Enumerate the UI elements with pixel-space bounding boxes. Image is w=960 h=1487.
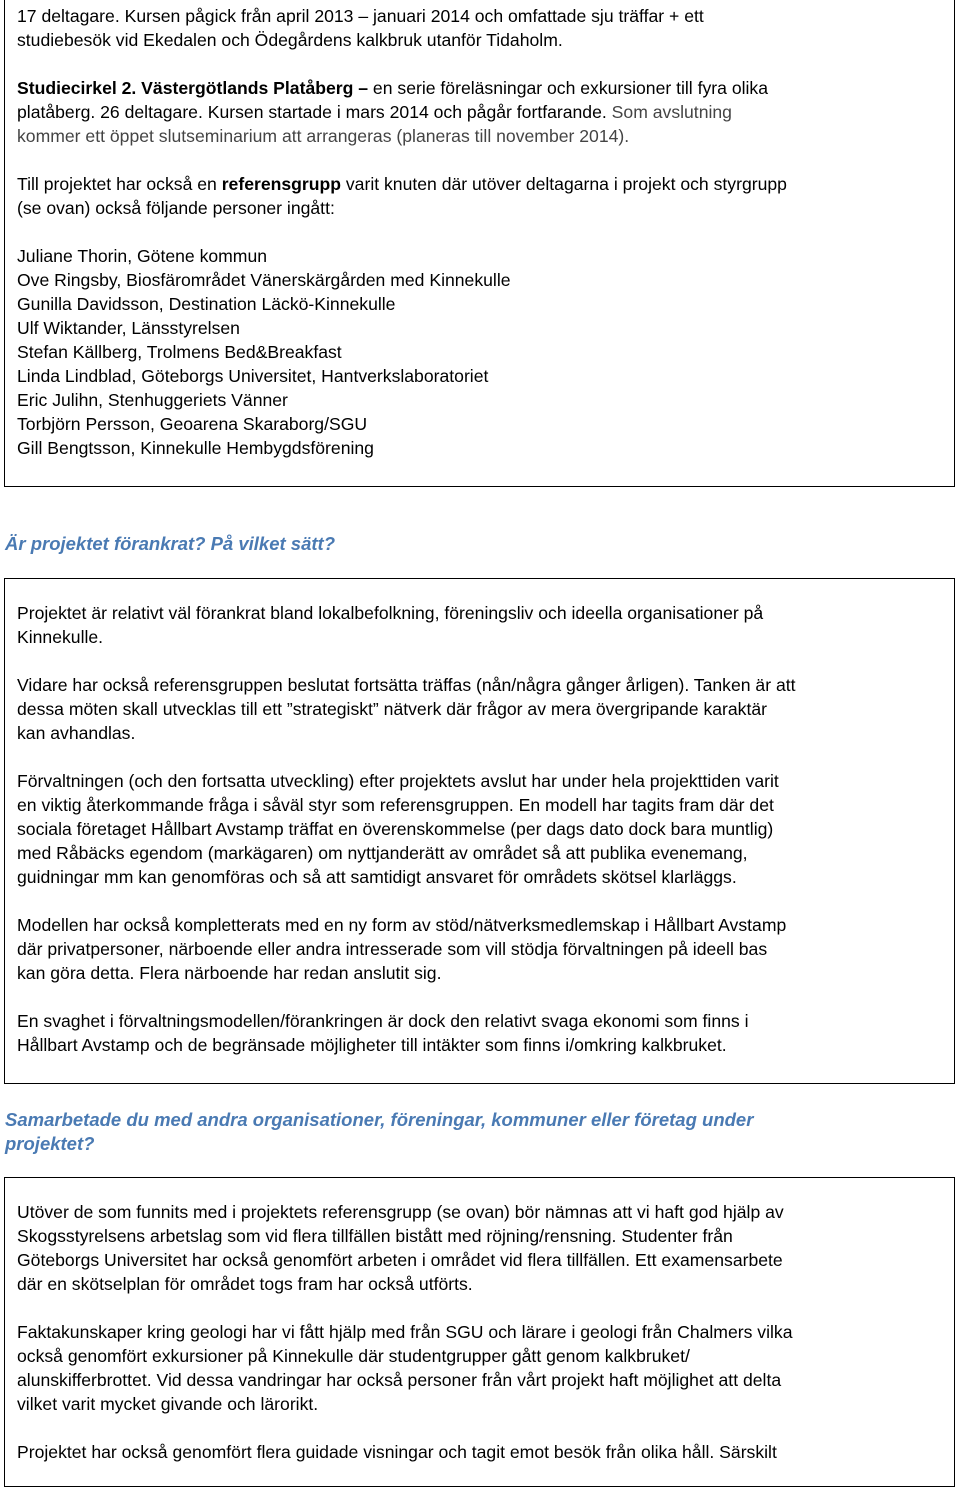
member-item: Stefan Källberg, Trolmens Bed&Breakfast [17,342,342,362]
course2-label: Studiecirkel 2. Västergötlands Platåberg [17,78,354,98]
anchoring-paragraph: Förvaltningen (och den fortsatta utveckling) efter projektets avslut har under hela projekttiden varit en viktig återkommande fråga i såväl styr som referensgruppen. En modell har tagits fram där det sociala företaget Hållbart Avstamp träffat en överenskommelse (per dags dato dock bara muntlig) med Råbäcks egendom (markägaren) om nyttjanderätt av området så att publika evenemang, guidningar mm kan genomföras och så att samtidigt ansvaret för områdets skötsel klarläggs. [17,771,779,887]
member-list [17,244,954,460]
reference-group-intro [17,172,954,220]
course2-text [17,76,954,148]
member-item: Juliane Thorin, Götene kommun [17,246,268,266]
collaboration-paragraph: Projektet har också genomfört flera guidade visningar och tagit emot besök från olika håll. Särskilt [17,1442,777,1462]
course2-text-c: Som avslutning kommer ett öppet slutseminarium att arrangeras (planeras till november 2014). [17,102,732,146]
member-item: Gunilla Davidsson, Destination Läckö-Kinnekulle [17,294,396,314]
anchoring-paragraph: En svaghet i förvaltningsmodellen/förankringen är dock den relativt svaga ekonomi som finns i Hållbart Avstamp och de begränsade möjligheter till intäkter som finns i/omkring kalkbruket. [17,1011,749,1055]
member-item: Ulf Wiktander, Länsstyrelsen [17,318,240,338]
ref-bold: referensgrupp [221,174,341,194]
collaboration-paragraph: Faktakunskaper kring geologi har vi fått hjälp med från SGU och lärare i geologi från Chalmers vilka också genomfört exkursioner på Kinnekulle där studentgrupper gått genom kalkbruket/ alunskifferbrottet. Vid dessa vandringar har också personer från vårt projekt haft möjlighet att delta vilket varit mycket givande och lärorikt. [17,1322,793,1414]
anchoring-paragraph: Modellen har också kompletterats med en ny form av stöd/nätverksmedlemskap i Hållbart Avstamp där privatpersoner, närboende eller andra intresserade som vill stödja förvaltningen på ideell bas kan göra detta. Flera närboende har redan anslutit sig. [17,915,787,983]
anchoring-paragraph: Vidare har också referensgruppen beslutat fortsätta träffas (nån/några gånger årligen). Tanken är att dessa möten skall utvecklas till ett ”strategiskt” nätverk där frågor av mera övergripande karaktär kan avhandlas. [17,675,796,743]
course2-text-a: en serie föreläsningar och exkursioner till fyra olika platåberg. 26 deltagare [17,78,769,122]
member-item: Torbjörn Persson, Geoarena Skaraborg/SGU [17,414,368,434]
collaboration-paragraph: Utöver de som funnits med i projektets referensgrupp (se ovan) bör nämnas att vi haft god hjälp av Skogsstyrelsens arbetslag som vid flera tillfällen bistått med röjning/rensning. Studenter från Göteborgs Universitet har också genomfört arbeten i området vid flera tillfällen. Ett examensarbete där en skötselplan för området togs fram har också utförts. [17,1202,784,1294]
anchoring-paragraph: Projektet är relativt väl förankrat bland lokalbefolkning, föreningsliv och ideella organisationer på Kinnekulle. [17,603,764,647]
ref-post: varit knuten där utöver deltagarna i projekt och styrgrupp (se ovan) också följande personer ingått: [17,174,787,218]
heading-collaboration: Samarbetade du med andra organisationer, föreningar, kommuner eller företag under projektet? [5,1109,754,1154]
member-item: Ove Ringsby, Biosfärområdet Vänerskärgården med Kinnekulle [17,270,511,290]
section-box-courses [4,0,955,487]
member-item: Linda Lindblad, Göteborgs Universitet, Hantverkslaboratoriet [17,366,489,386]
course2-text-b: . Kursen startade i mars 2014 och pågår fortfarande. [197,102,607,122]
section-box-collaboration [4,1177,955,1487]
course1-text: 17 deltagare. Kursen pågick från april 2013 – januari 2014 och omfattade sju träffar + ett studiebesök vid Ekedalen och Ödegårdens kalkbruk utanför Tidaholm. [17,6,704,50]
member-item: Gill Bengtsson, Kinnekulle Hembygdsförening [17,438,374,458]
heading-anchoring: Är projektet förankrat? På vilket sätt? [5,533,336,554]
section-box-anchoring [4,578,955,1084]
ref-pre: Till projektet har också en [17,174,222,194]
member-item: Eric Julihn, Stenhuggeriets Vänner [17,390,288,410]
course2-dash: – [353,78,369,98]
